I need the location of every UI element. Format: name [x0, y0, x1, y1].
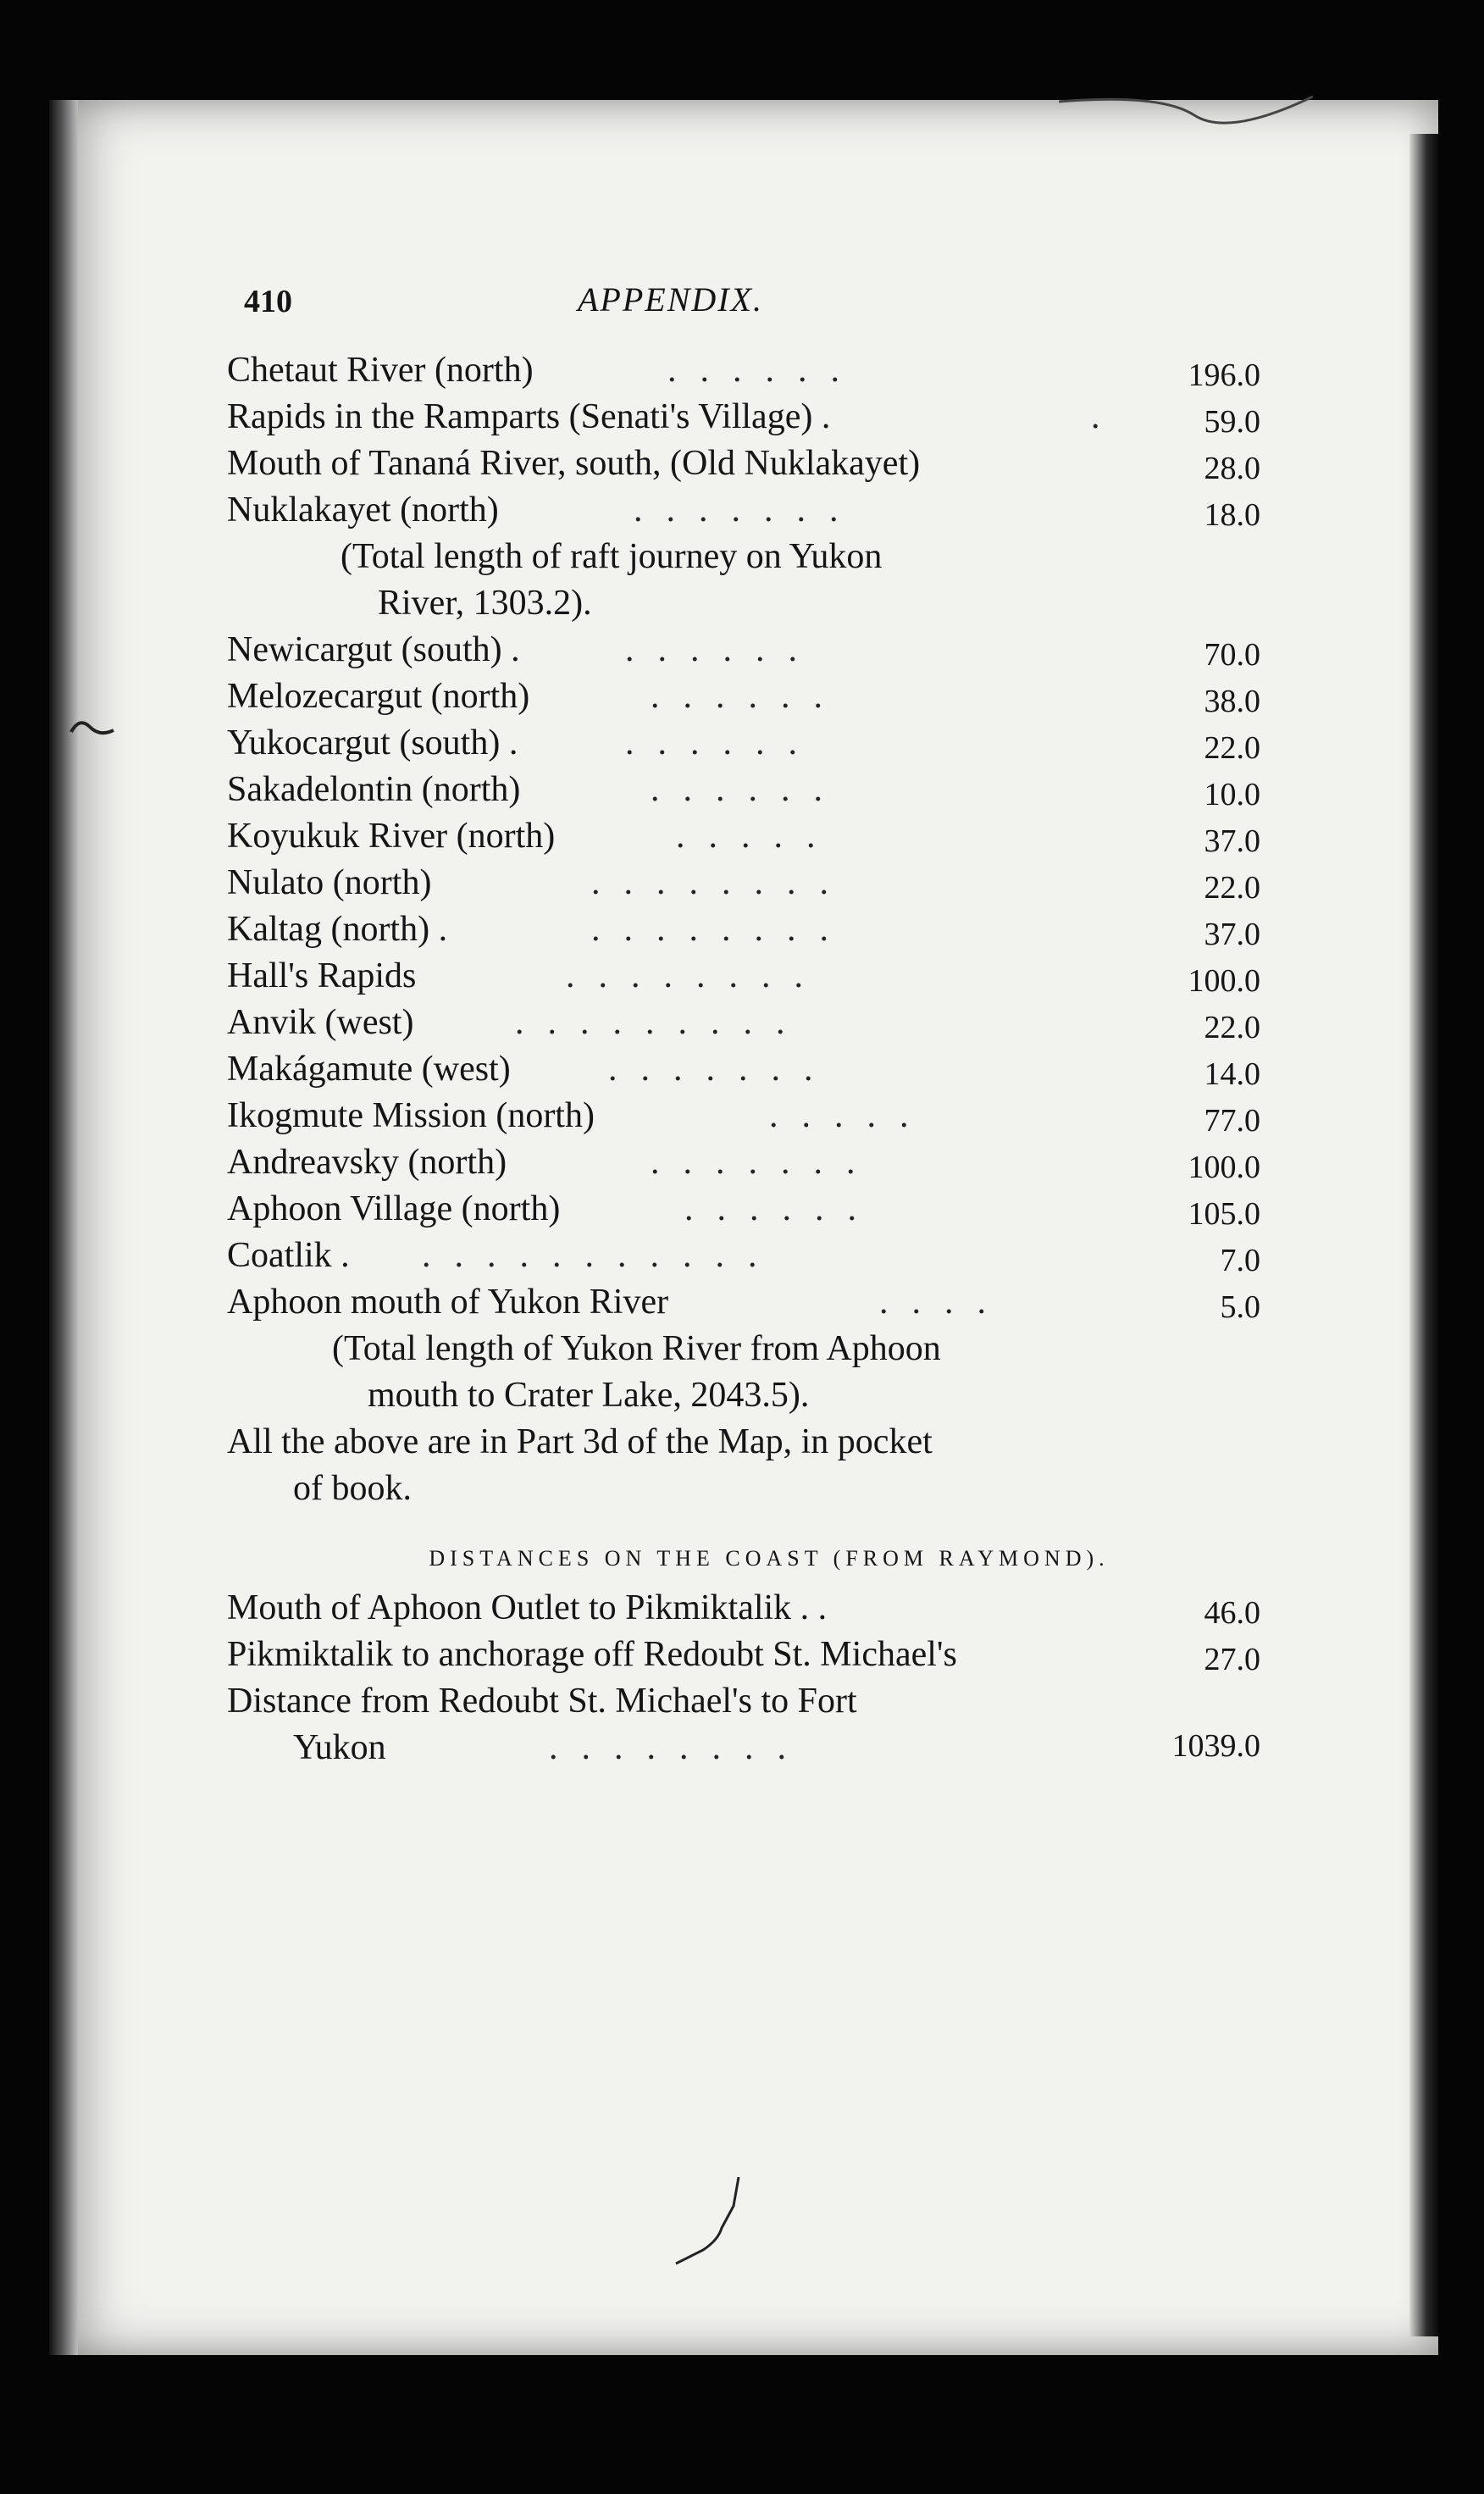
leader-dots: ........: [591, 863, 852, 902]
place-name: Mouth of Tananá River, south, (Old Nuklakayet): [227, 444, 921, 483]
table-row: [227, 1233, 1260, 1279]
place-name: Kaltag (north) .: [227, 910, 448, 949]
leader-dots: ........: [566, 956, 827, 995]
distance-value: 22.0: [1204, 870, 1260, 906]
raft-note-line-1: (Total length of raft journey on Yukon: [341, 537, 883, 576]
distance-value: 196.0: [1188, 357, 1260, 393]
distance-value: 100.0: [1188, 1150, 1260, 1185]
stray-pen-mark: [669, 2169, 762, 2270]
leader-dots: .......: [634, 490, 862, 529]
yukon-note-line-1: (Total length of Yukon River from Aphoon: [332, 1329, 941, 1368]
map-note-line-2: of book.: [293, 1469, 412, 1508]
table-row: [227, 720, 1260, 767]
place-name: Sakadelontin (north): [227, 770, 521, 809]
running-head: APPENDIX.: [578, 280, 764, 319]
table-row: [227, 953, 1260, 1000]
distance-value: 28.0: [1204, 451, 1260, 486]
table-row: [227, 860, 1260, 906]
place-name: Melozecargut (north): [227, 677, 530, 716]
table-row: [227, 673, 1260, 720]
distance-value: 100.0: [1188, 963, 1260, 999]
place-name: Andreavsky (north): [227, 1143, 507, 1182]
table-row: [227, 487, 1260, 534]
page-number: 410: [244, 284, 292, 319]
distance-value: 27.0: [1204, 1642, 1260, 1677]
leader-dots: ......: [651, 770, 846, 809]
leader-dots: .......: [651, 1143, 879, 1182]
place-name: Hall's Rapids: [227, 956, 417, 995]
table-row: [227, 1678, 1260, 1771]
route-name-line-2: Yukon: [293, 1728, 386, 1767]
table-row: [227, 1632, 1260, 1678]
table-row: [227, 1000, 1260, 1046]
distance-value: 37.0: [1204, 917, 1260, 952]
margin-mark: [68, 712, 119, 745]
leader-dots: ......: [684, 1189, 880, 1228]
distance-value: 38.0: [1204, 684, 1260, 719]
place-name: Rapids in the Ramparts (Senati's Village) .: [227, 397, 831, 436]
leader-dots: ......: [667, 351, 863, 390]
distance-value: 14.0: [1204, 1056, 1260, 1092]
table-row: [227, 347, 1260, 394]
distance-value: 77.0: [1204, 1103, 1260, 1139]
route-name: Pikmiktalik to anchorage off Redoubt St. Michael's: [227, 1635, 957, 1674]
table-row: [227, 1585, 1260, 1632]
distance-value: 10.0: [1204, 777, 1260, 812]
route-name-line-1: Distance from Redoubt St. Michael's to Fort: [227, 1682, 857, 1721]
leader-dots: ......: [651, 677, 846, 716]
route-name: Mouth of Aphoon Outlet to Pikmiktalik . .: [227, 1588, 828, 1627]
distance-value: 105.0: [1188, 1196, 1260, 1232]
leader-dots: .....: [769, 1096, 933, 1135]
table-row: [227, 441, 1260, 487]
page-edge-shadow: [1409, 134, 1438, 2336]
place-name: Aphoon mouth of Yukon River: [227, 1283, 669, 1322]
leader-dots: ......: [625, 630, 821, 669]
table-row: [227, 1279, 1260, 1326]
leader-dots: .....: [676, 817, 839, 856]
book-binding-edge: [49, 100, 78, 2355]
page-corner-curl: [1059, 76, 1313, 144]
distance-value: 22.0: [1204, 730, 1260, 766]
place-name: Koyukuk River (north): [227, 817, 556, 856]
leader-dots: ....: [879, 1283, 1010, 1322]
distance-value: 59.0: [1204, 404, 1260, 440]
place-name: Aphoon Village (north): [227, 1189, 561, 1228]
leader-dots: ...........: [422, 1236, 781, 1275]
table-row: [227, 1093, 1260, 1139]
distance-value: 1039.0: [1171, 1728, 1260, 1764]
table-row: [227, 813, 1260, 860]
raft-note-line-2: River, 1303.2).: [378, 584, 592, 623]
distance-value: 70.0: [1204, 637, 1260, 673]
distance-value: 18.0: [1204, 497, 1260, 533]
leader-dots: .......: [608, 1050, 837, 1089]
table-row: [227, 394, 1260, 441]
place-name: Makágamute (west): [227, 1050, 511, 1089]
map-note-line-1: All the above are in Part 3d of the Map, in pocket: [227, 1422, 933, 1461]
table-row: [227, 1046, 1260, 1093]
leader-dots: ........: [549, 1728, 810, 1767]
table-row: [227, 1139, 1260, 1186]
distance-value: 5.0: [1220, 1289, 1260, 1325]
table-row: [227, 1186, 1260, 1233]
distance-value: 37.0: [1204, 823, 1260, 859]
distance-value: 22.0: [1204, 1010, 1260, 1045]
yukon-note-line-2: mouth to Crater Lake, 2043.5).: [368, 1376, 810, 1415]
table-row: [227, 906, 1260, 953]
place-name: Chetaut River (north): [227, 351, 534, 390]
distance-table: [227, 347, 1260, 1771]
place-name: Nulato (north): [227, 863, 432, 902]
table-row: [227, 767, 1260, 813]
place-name: Nuklakayet (north): [227, 490, 499, 529]
coast-section-heading: DISTANCES ON THE COAST (FROM RAYMOND).: [429, 1546, 1110, 1571]
leader-dots: ........: [591, 910, 852, 949]
distance-value: 46.0: [1204, 1595, 1260, 1631]
map-note: [227, 1419, 1260, 1512]
place-name: Newicargut (south) .: [227, 630, 520, 669]
page-header: [244, 280, 1260, 339]
place-name: Yukocargut (south) .: [227, 723, 518, 762]
place-name: Ikogmute Mission (north): [227, 1096, 595, 1135]
place-name: Coatlik .: [227, 1236, 350, 1275]
leader-dots: .: [1091, 397, 1124, 436]
distance-value: 7.0: [1220, 1243, 1260, 1278]
leader-dots: .........: [515, 1003, 809, 1042]
leader-dots: ......: [625, 723, 821, 762]
place-name: Anvik (west): [227, 1003, 414, 1042]
table-row: [227, 627, 1260, 673]
